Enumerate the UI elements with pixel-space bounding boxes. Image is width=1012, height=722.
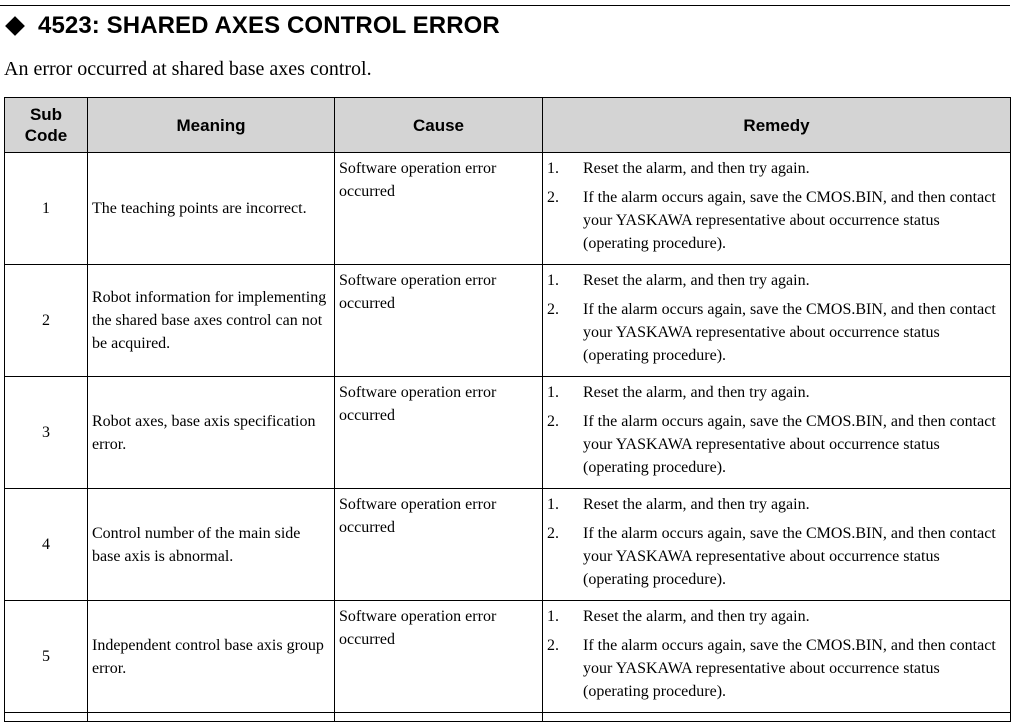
intro-text: An error occurred at shared base axes control. [4, 58, 372, 80]
remedy-step-text: Reset the alarm, and then try again. [583, 384, 810, 401]
remedy-cell [543, 489, 1011, 601]
remedy-step [547, 493, 1002, 516]
remedy-cell [543, 265, 1011, 377]
remedy-step-text: If the alarm occurs again, save the CMOS.BIN, and then contact your YASKAWA representative about occurrence status (operating procedure). [583, 301, 996, 364]
remedy-step [547, 298, 1002, 367]
heading-title: 4523: SHARED AXES CONTROL ERROR [38, 12, 500, 39]
remedy-step [547, 186, 1002, 255]
remedy-step-number: 1. [547, 608, 559, 625]
cause-cell: Software operation error occurred [335, 265, 543, 377]
meaning-cell: Robot information for implementing the shared base axes control can not be acquired. [88, 265, 335, 377]
remedy-step-text: Reset the alarm, and then try again. [583, 608, 810, 625]
cause-cell: Software operation error occurred [335, 377, 543, 489]
cut-off-cell [88, 713, 335, 722]
meaning-cell: Independent control base axis group error. [88, 601, 335, 713]
remedy-step [547, 522, 1002, 591]
table-header-row [5, 98, 1011, 153]
sub-code-cell: 1 [5, 153, 88, 265]
remedy-step [547, 605, 1002, 628]
table-row [5, 489, 1011, 601]
remedy-step [547, 381, 1002, 404]
remedy-step-number: 2. [547, 525, 559, 542]
remedy-step-number: 2. [547, 413, 559, 430]
remedy-step-text: Reset the alarm, and then try again. [583, 272, 810, 289]
remedy-step-number: 1. [547, 384, 559, 401]
header-sub-code-line1: Sub [29, 105, 63, 124]
table-row-cut-off [5, 713, 1011, 722]
header-meaning: Meaning [88, 98, 335, 153]
remedy-step-text: If the alarm occurs again, save the CMOS.BIN, and then contact your YASKAWA representative about occurrence status (operating procedure). [583, 189, 996, 252]
remedy-step-number: 2. [547, 189, 559, 206]
remedy-step-number: 2. [547, 637, 559, 654]
remedy-step-text: If the alarm occurs again, save the CMOS.BIN, and then contact your YASKAWA representative about occurrence status (operating procedure). [583, 413, 996, 476]
header-remedy: Remedy [543, 98, 1011, 153]
remedy-step-number: 1. [547, 496, 559, 513]
section-heading [4, 10, 500, 42]
remedy-step [547, 410, 1002, 479]
table-row [5, 153, 1011, 265]
header-sub-code [5, 98, 88, 153]
remedy-step-number: 2. [547, 301, 559, 318]
table-row [5, 265, 1011, 377]
remedy-step-number: 1. [547, 160, 559, 177]
sub-code-cell: 5 [5, 601, 88, 713]
meaning-cell: The teaching points are incorrect. [88, 153, 335, 265]
sub-code-cell: 2 [5, 265, 88, 377]
cut-off-cell [543, 713, 1011, 722]
remedy-step-text: If the alarm occurs again, save the CMOS.BIN, and then contact your YASKAWA representative about occurrence status (operating procedure). [583, 525, 996, 588]
cause-cell: Software operation error occurred [335, 601, 543, 713]
remedy-step-text: Reset the alarm, and then try again. [583, 160, 810, 177]
remedy-cell [543, 153, 1011, 265]
cut-off-cell [335, 713, 543, 722]
sub-code-cell: 4 [5, 489, 88, 601]
table-row [5, 377, 1011, 489]
alarm-sub-code-table [4, 97, 1011, 722]
remedy-step [547, 157, 1002, 180]
remedy-step [547, 269, 1002, 292]
meaning-cell: Robot axes, base axis specification error. [88, 377, 335, 489]
remedy-step-text: If the alarm occurs again, save the CMOS.BIN, and then contact your YASKAWA representative about occurrence status (operating procedure). [583, 637, 996, 700]
heading-rule [0, 5, 1010, 6]
remedy-cell [543, 601, 1011, 713]
remedy-cell [543, 377, 1011, 489]
table-row [5, 601, 1011, 713]
cause-cell: Software operation error occurred [335, 489, 543, 601]
cut-off-cell [5, 713, 88, 722]
remedy-step-text: Reset the alarm, and then try again. [583, 496, 810, 513]
sub-code-cell: 3 [5, 377, 88, 489]
remedy-step-number: 1. [547, 272, 559, 289]
meaning-cell: Control number of the main side base axis is abnormal. [88, 489, 335, 601]
diamond-bullet-icon [5, 16, 25, 36]
header-sub-code-line2: Code [24, 126, 68, 145]
header-cause: Cause [335, 98, 543, 153]
cause-cell: Software operation error occurred [335, 153, 543, 265]
remedy-step [547, 634, 1002, 703]
